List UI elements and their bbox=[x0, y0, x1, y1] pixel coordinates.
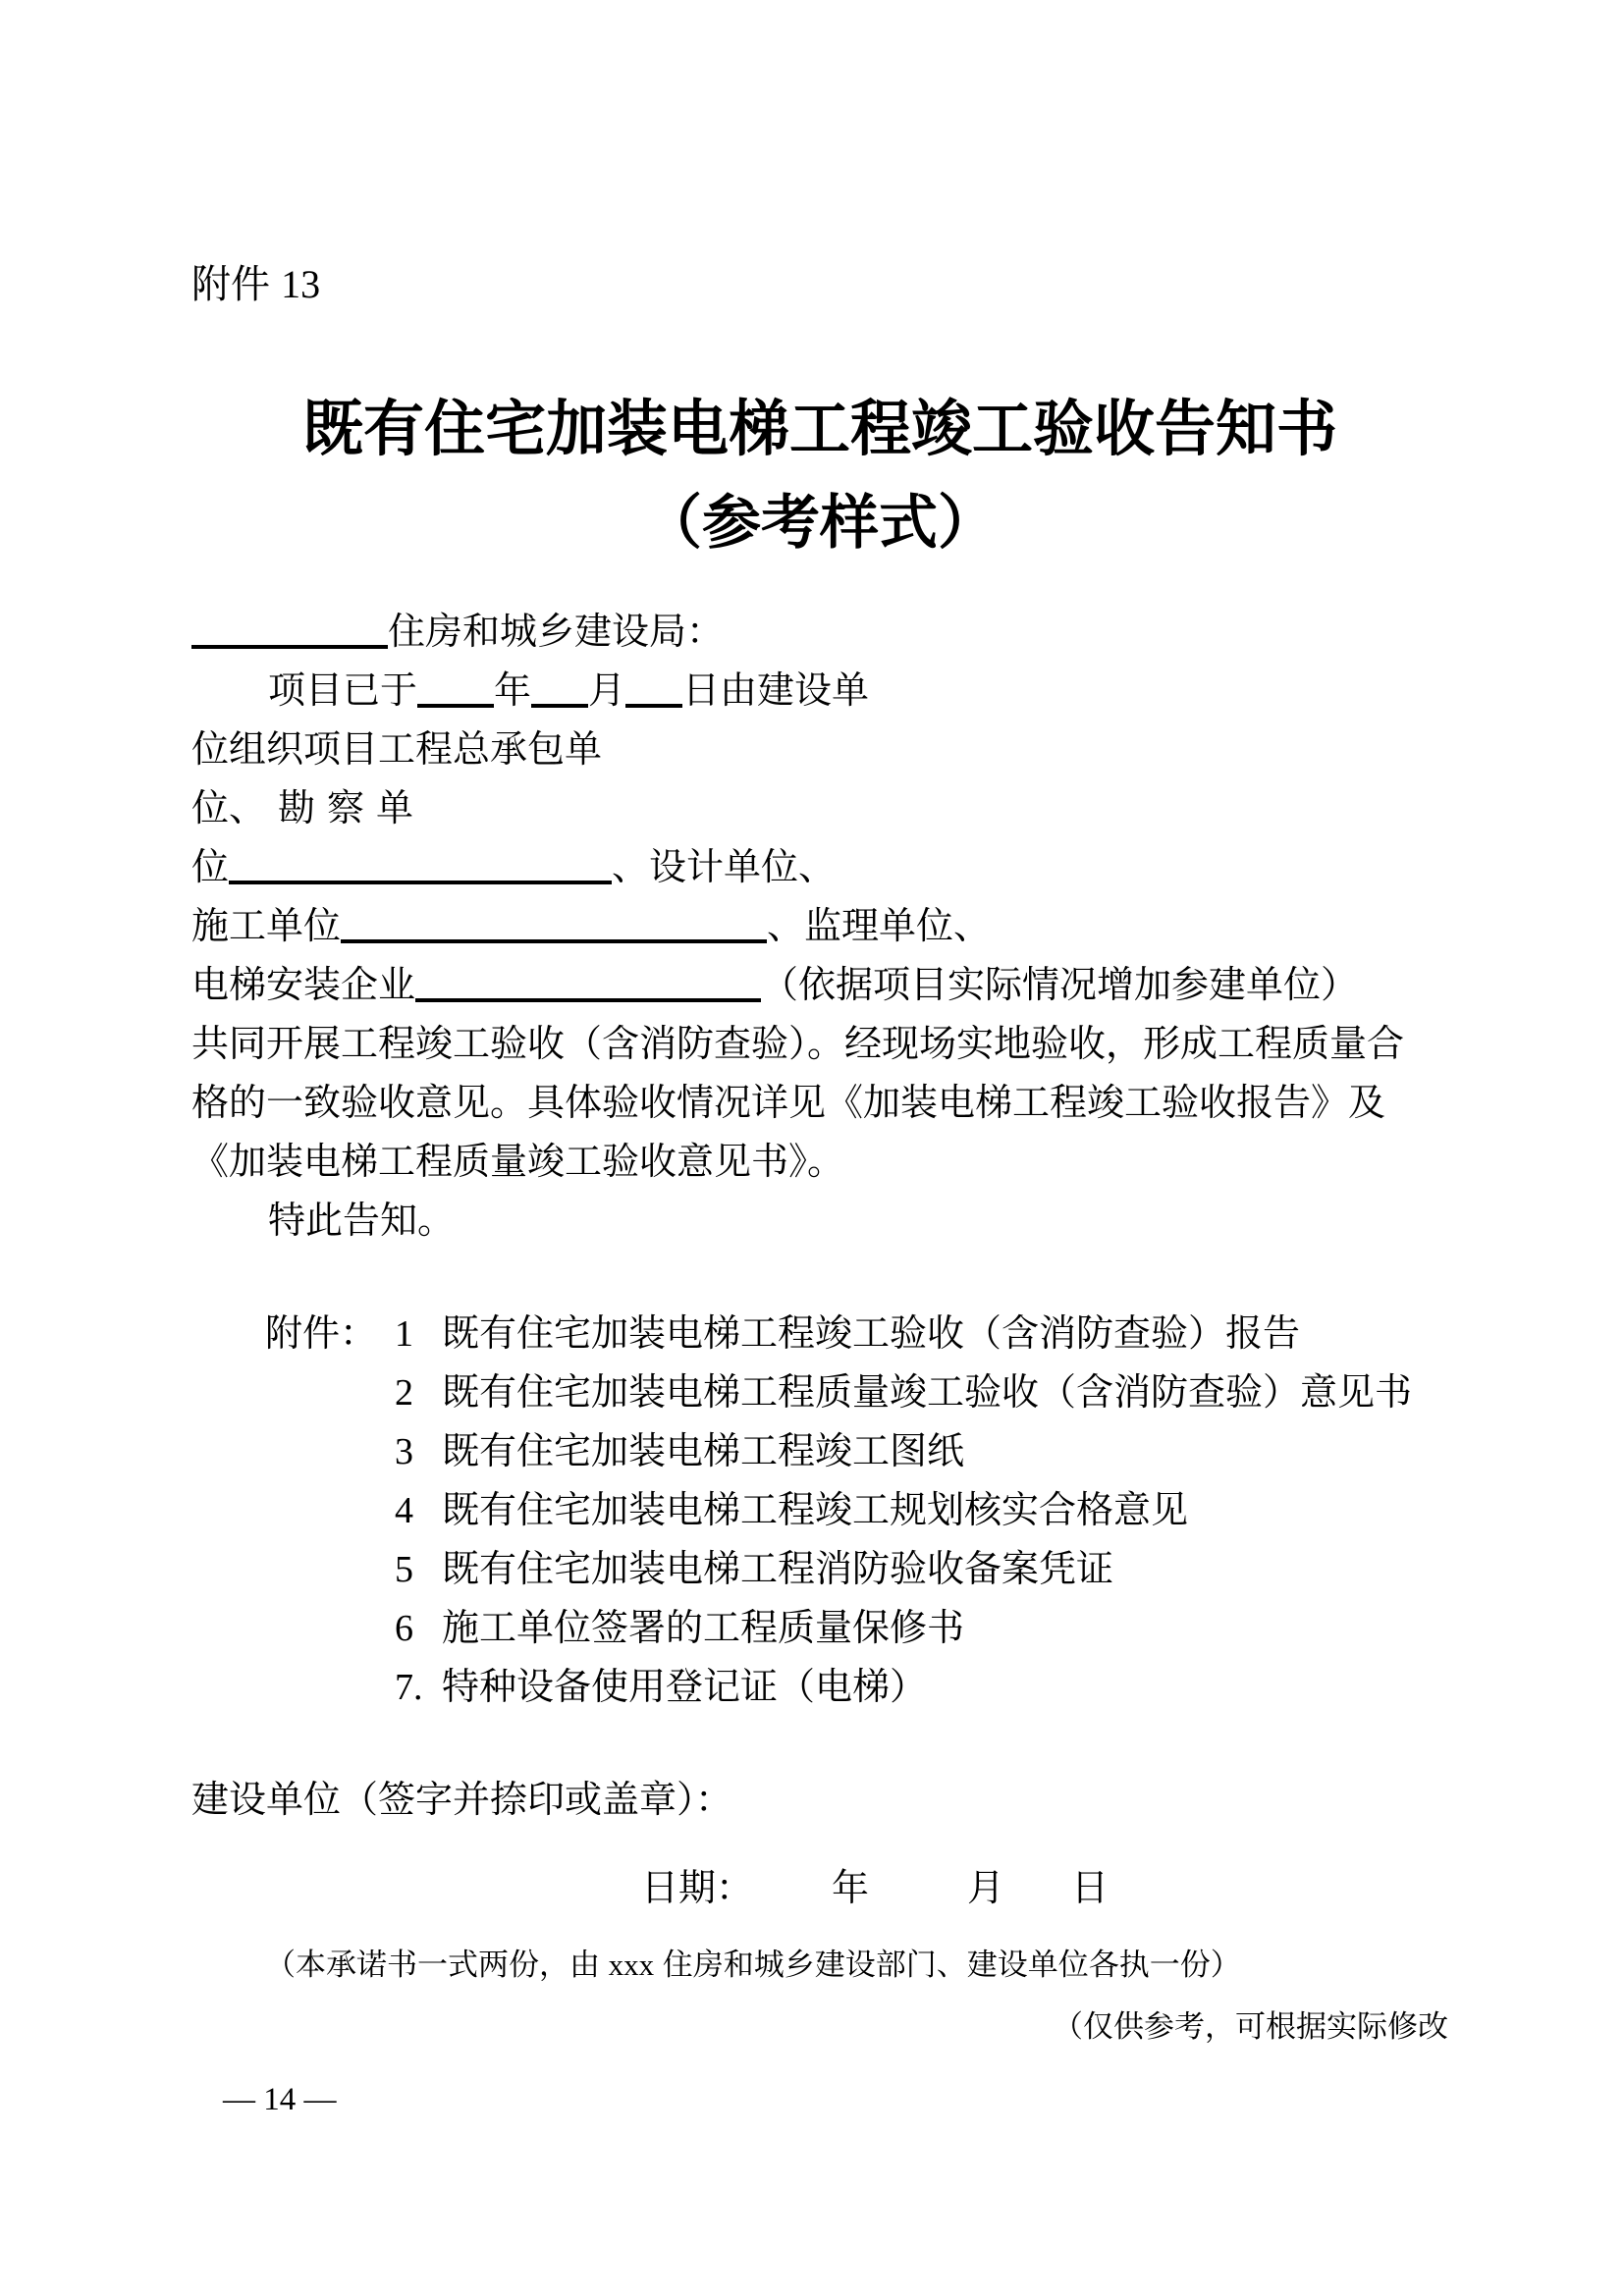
attachments-label: 附件： bbox=[265, 1313, 378, 1355]
day-blank bbox=[625, 704, 682, 708]
survey-unit-blank bbox=[229, 881, 612, 884]
letter-body bbox=[191, 603, 1448, 1251]
attachment-number-value: 13 bbox=[281, 262, 321, 306]
closing-line: 特此告知。 bbox=[268, 1201, 456, 1242]
attachment-item bbox=[265, 1422, 1448, 1481]
month-blank bbox=[531, 704, 588, 708]
document-title: 既有住宅加装电梯工程竣工验收告知书 bbox=[301, 396, 1337, 463]
attachments-label-spacer bbox=[265, 1599, 395, 1658]
unit-prefix: 位 bbox=[191, 788, 230, 829]
unit-prefix: 位 bbox=[191, 729, 230, 771]
unit-prefix: 位 bbox=[191, 847, 230, 888]
elevator-installer-label: 电梯安装企业 bbox=[191, 965, 416, 1006]
attachment-item bbox=[265, 1481, 1448, 1540]
supervision-unit-label: 、监理单位 bbox=[767, 906, 954, 947]
body-line-8: 共同开展工程竣工验收（含消防查验）。经现场实地验收，形成工程质量合 bbox=[191, 1024, 1405, 1065]
attachments-label-spacer bbox=[265, 1658, 395, 1717]
attachments-list bbox=[191, 1305, 1448, 1717]
attachments-label-spacer bbox=[265, 1422, 395, 1481]
attachment-item-number: 7. bbox=[395, 1667, 423, 1708]
attachment-item-text: 既有住宅加装电梯工程竣工验收（含消防查验）报告 bbox=[442, 1313, 1301, 1355]
body-line-survey-design bbox=[191, 838, 1448, 897]
attachment-item-number: 4 bbox=[395, 1490, 413, 1531]
attachments-label-spacer bbox=[265, 1540, 395, 1599]
footnote-copies-placeholder: xxx bbox=[608, 1948, 655, 1982]
gap bbox=[753, 1859, 832, 1918]
attachment-item-text: 既有住宅加装电梯工程竣工规划核实合格意见 bbox=[442, 1490, 1189, 1531]
date-day-label: 日 bbox=[1071, 1868, 1110, 1909]
salutation-line bbox=[191, 603, 1448, 662]
construction-unit-label: 施工单位 bbox=[191, 906, 342, 947]
attachment-item-number: 3 bbox=[395, 1431, 413, 1472]
date-year-label: 年 bbox=[832, 1868, 870, 1909]
builder-signature-label: 建设单位（签字并捺印或盖章）： bbox=[191, 1780, 733, 1821]
date-month-label: 月 bbox=[967, 1868, 1005, 1909]
page-number: — 14 — bbox=[223, 2082, 337, 2117]
attachment-item-text: 既有住宅加装电梯工程竣工图纸 bbox=[442, 1431, 965, 1472]
month-label: 月 bbox=[588, 670, 626, 712]
attachment-item-number: 6 bbox=[395, 1608, 413, 1649]
attachment-item-number: 1 bbox=[395, 1313, 413, 1355]
footnote-reference-only: （仅供参考，可根据实际修改 bbox=[1053, 2009, 1448, 2044]
body-line-contractor-unit bbox=[191, 779, 1448, 838]
date-label: 日期： bbox=[641, 1868, 754, 1909]
elevator-installer-blank bbox=[415, 998, 761, 1002]
design-unit-label: 、设计单位 bbox=[612, 847, 799, 888]
attachment-item-text: 特种设备使用登记证（电梯） bbox=[442, 1667, 928, 1708]
survey-unit-text: 、勘察单 bbox=[229, 788, 426, 829]
year-label: 年 bbox=[494, 670, 532, 712]
gap bbox=[1004, 1859, 1071, 1918]
attachment-item bbox=[265, 1363, 1448, 1422]
attachment-item bbox=[265, 1658, 1448, 1717]
body-line-elevator-installer bbox=[191, 956, 1448, 1015]
year-blank bbox=[417, 704, 494, 708]
attachment-item bbox=[265, 1305, 1448, 1363]
attachment-item-number: 5 bbox=[395, 1549, 413, 1590]
body-line-project bbox=[191, 662, 1448, 721]
footnote-copies-suffix: 住房和城乡建设部门、建设单位各执一份） bbox=[654, 1948, 1241, 1982]
body-line-10: 《加装电梯工程质量竣工验收意见书》。 bbox=[191, 1142, 845, 1183]
date-line bbox=[641, 1859, 1448, 1918]
footnote-copies bbox=[265, 1943, 1448, 1987]
footnote-copies-prefix: （本承诺书一式两份，由 bbox=[265, 1948, 609, 1982]
attachment-item-text: 既有住宅加装电梯工程质量竣工验收（含消防查验）意见书 bbox=[442, 1372, 1413, 1414]
bureau-name-blank bbox=[191, 645, 388, 649]
attachment-item-text: 施工单位签署的工程质量保修书 bbox=[442, 1608, 965, 1649]
gap bbox=[869, 1859, 967, 1918]
attachment-item-text: 既有住宅加装电梯工程消防验收备案凭证 bbox=[442, 1549, 1114, 1590]
attachment-number-heading bbox=[191, 257, 1448, 312]
list-comma: 、 bbox=[953, 906, 992, 947]
attachment-item bbox=[265, 1540, 1448, 1599]
day-text: 日由建设单 bbox=[682, 670, 870, 712]
document-subtitle: （参考样式） bbox=[643, 490, 997, 556]
body-line-construction-supervision bbox=[191, 897, 1448, 956]
construction-unit-blank bbox=[341, 939, 767, 943]
project-text: 项目已于 bbox=[268, 670, 418, 712]
salutation-text: 住房和城乡建设局： bbox=[388, 612, 725, 653]
general-contractor-text: 组织项目工程总承包单 bbox=[229, 729, 603, 771]
attachment-item bbox=[265, 1599, 1448, 1658]
add-units-note-text: （依据项目实际情况增加参建单位） bbox=[761, 965, 1359, 1006]
attachments-label-spacer bbox=[265, 1363, 395, 1422]
attachment-item-number: 2 bbox=[395, 1372, 413, 1414]
attachments-label-spacer bbox=[265, 1481, 395, 1540]
body-line-9: 格的一致验收意见。具体验收情况详见《加装电梯工程竣工验收报告》及 bbox=[191, 1083, 1386, 1124]
list-comma: 、 bbox=[798, 847, 837, 888]
attachment-number-label: 附件 bbox=[191, 263, 270, 306]
body-line-builder-unit bbox=[191, 721, 1448, 779]
